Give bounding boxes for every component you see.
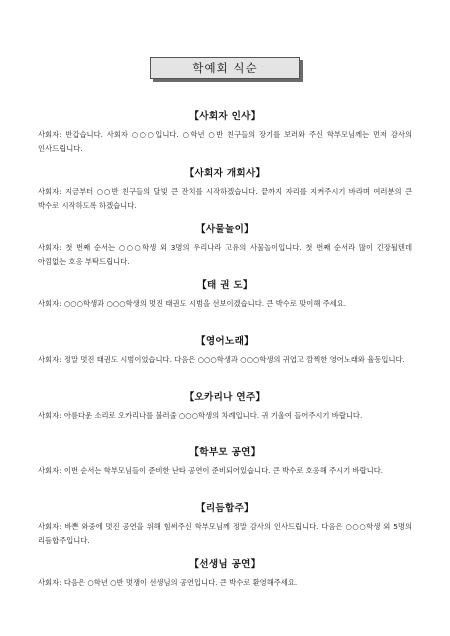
section-text: 사회자: 이번 순서는 학부모님들이 준비한 난타 공연이 준비되어있습니다. 큰 박수로 호응해 주시기 바랍니다. bbox=[38, 466, 384, 475]
section-taekwondo bbox=[38, 277, 412, 311]
section-heading: 【영어노래】 bbox=[195, 336, 255, 347]
section-text: 사회자: 정말 멋진 태권도 시범이었습니다. 다음은 ○○○학생과 ○○○학생의 귀엽고 깜찍한 영어노래와 율동입니다. bbox=[38, 355, 405, 364]
section-heading: 【리듬합주】 bbox=[195, 503, 255, 514]
section-heading: 【학부모 공연】 bbox=[189, 447, 261, 458]
section-parents-performance bbox=[38, 444, 412, 478]
section-host-greeting bbox=[38, 108, 412, 155]
section-text: 사회자: 바쁜 와중에 멋진 공연을 위해 힘써주신 학부모님께 정말 감사의 인사드립니다. 다음은 ○○○학생 외 5명의 리듬합주입니다. bbox=[38, 522, 412, 545]
section-text: 사회자: 아름다운 소리로 오카리나를 불러줄 ○○○학생의 차례입니다. 귀 기울여 들어주시기 바랍니다. bbox=[38, 411, 363, 420]
section-text: 사회자: ○○○학생과 ○○○학생의 멋진 태권도 시범을 선보이겠습니다. 큰 박수로 맞이해 주세요. bbox=[38, 299, 347, 308]
section-rhythm-ensemble bbox=[38, 500, 412, 547]
section-heading: 【사회자 인사】 bbox=[189, 111, 261, 122]
section-heading: 【사회자 개회사】 bbox=[184, 168, 266, 179]
section-ocarina bbox=[38, 389, 412, 423]
section-samulnori bbox=[38, 221, 412, 268]
section-heading: 【오카리나 연주】 bbox=[184, 392, 266, 403]
page-title: 학예회 식순 bbox=[150, 57, 300, 79]
title-block bbox=[150, 57, 300, 79]
section-heading: 【태 권 도】 bbox=[197, 280, 253, 291]
section-text: 사회자: 다음은 ○학년 ○반 멋쟁이 선생님의 공연입니다. 큰 박수로 환영해주세요. bbox=[38, 578, 298, 587]
section-heading: 【선생님 공연】 bbox=[189, 559, 261, 570]
section-text: 사회자: 첫 번째 순서는 ○○○학생 외 3명의 우리나라 고유의 사물놀이입니다. 첫 번째 순서라 많이 긴장될텐데 아낌없는 호응 부탁드립니다. bbox=[38, 243, 412, 266]
section-text: 사회자: 반갑습니다. 사회자 ○○○입니다. ○학년 ○반 친구들의 장기를 보러와 주신 학부모님께는 먼저 감사의 인사드립니다. bbox=[38, 130, 412, 153]
section-opening-address bbox=[38, 165, 412, 212]
section-text: 사회자: 지금부터 ○○반 친구들의 달빛 큰 잔치를 시작하겠습니다. 끝까지 자리를 지켜주시기 바라며 여러분의 큰 박수로 시작하도록 하겠습니다. bbox=[38, 187, 412, 210]
section-english-song bbox=[38, 333, 412, 367]
section-heading: 【사물놀이】 bbox=[195, 224, 255, 235]
section-teacher-performance bbox=[38, 556, 412, 590]
